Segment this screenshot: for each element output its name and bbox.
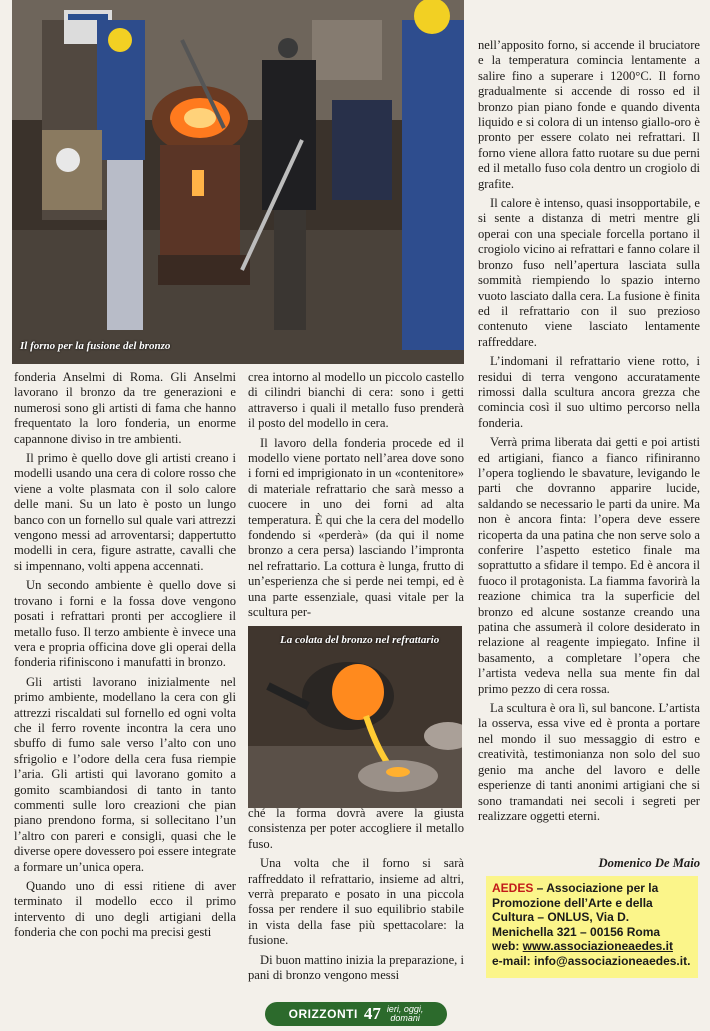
article-column-2-top [248,370,464,620]
top-photo-caption: Il forno per la fusione del bronzo [20,340,171,352]
article-column-2-bottom [248,806,464,986]
aedes-website-link[interactable]: www.associazioneaedes.it [522,939,673,954]
paragraph: Una volta che il forno si sarà raffreddato il refrattario, insieme ad altri, verrà preparato e posato in una piccola fossa per rendere il suo equilibrio stabile in vista della fase più spettacolare: la fusione. [248,856,464,948]
bottom-photo-caption: La colata del bronzo nel refrattario [280,634,440,646]
paragraph: Gli artisti lavorano inizialmente nel primo ambiente, modellano la cera con gli attrezzi riscaldati sul fornello ed ogni volta che il ferro rovente incontra la cera uno sbuffo di fumo sale verso l’alto con uno sfrigolio e l’odore della cera fusa riempie l’aria. Gli artisti qui lavorano gomito a gomito scambiandosi di tanto in tanto commenti sulle loro creazioni che pian piano prendono forma, si sollecitano l’un l’altro con pareri e consigli, quasi che le diverse opere dovessero poi essere integrate a formare un’unica opera. [14,674,236,874]
aedes-email-link[interactable]: info@associazioneaedes.it. [534,953,691,968]
magazine-tagline [387,1005,424,1023]
aedes-description: – Associazione per la Promozione dell’Arte e della Cultura – ONLUS, Via D. Menichella 321 – 00156 Roma [492,881,661,939]
web-label: web: [492,939,523,954]
paragraph: ché la forma dovrà avere la giusta consistenza per poter accogliere il metallo fuso. [248,806,464,851]
paragraph: Di buon mattino inizia la preparazione, i pani di bronzo vengono messi [248,952,464,983]
paragraph: L’indomani il refrattario viene rotto, i residui di terra vengono accuratamente rimossi dalla scultura ancora grezza che comincia così il suo ultimo percorso nella fonderia. [478,354,700,430]
paragraph: fonderia Anselmi di Roma. Gli Anselmi lavorano il bronzo da tre generazioni e numerosi sono gli artisti di fama che hanno frequentato la loro fonderia, un enorme capannone diviso in tre ambienti. [14,370,236,446]
paragraph: Un secondo ambiente è quello dove si trovano i forni e la fossa dove vengono posati i refrattari pronti per accogliere il metallo fuso. Il terzo ambiente è invece una vera e propria officina dove gli operai della fonderia rifiniscono i manufatti in bronzo. [14,578,236,670]
paragraph: Il calore è intenso, quasi insopportabile, e si sente a distanza di metri mentre gli operai con una speciale forcella portano il crogiolo vicino ai refrattari e fanno colare il bronzo fuso nell’apertura lasciata sulla sommità riempiendo lo spazio interno vuoto lasciato dalla cera. La fusione è finita ed il refrattario con il suo prezioso contenuto viene lasciato lentamente raffreddare. [478,196,700,349]
magazine-name: ORIZZONTI [288,1007,358,1021]
paragraph: La scultura è ora lì, sul bancone. L’artista la osserva, essa vive ed è pronta a portare nel mondo il suo messaggio di estro e creatività, testimonianza non solo del suo genio ma anche del lavoro e delle esperienze di tanti anonimi artigiani che si sono tramandati nei secoli i segreti per realizzare oggetti eterni. [478,701,700,823]
pouring-illustration [248,626,462,808]
tagline-line-1: ieri, oggi, [386,1004,424,1014]
paragraph: Quando uno di essi ritiene di aver terminato il modello ecco il primo intervento di uno degli artigiani della fonderia che con pochi ma precisi gesti [14,879,236,940]
bronze-pouring-photo [248,626,462,808]
article-column-3 [478,38,700,878]
tagline-line-2: domani [390,1013,420,1023]
article-author: Domenico De Maio [598,856,700,870]
furnace-illustration [12,0,464,364]
email-label: e-mail: [492,953,535,968]
paragraph: crea intorno al modello un piccolo castello di cilindri bianchi di cera: sono i getti attraverso i quali il metallo fuso prenderà il posto del modello in cera. [248,370,464,431]
article-column-1 [14,370,236,980]
foundry-furnace-photo [12,0,464,364]
aedes-info-box [486,876,698,978]
paragraph: nell’apposito forno, si accende il bruciatore e la temperatura comincia lentamente a salire fino a superare i 1200°C. Il forno gradualmente si accende di rosso ed il bronzo pian piano fonde e quando diventa liquido e si colora di un intenso giallo-oro è pronto per essere colato nei refrattari. Il forno viene allora fatto ruotare su due perni ed il metallo fuso cola dentro un crogiolo di grafite. [478,38,700,191]
paragraph: Il lavoro della fonderia procede ed il modello viene portato nell’area dove sono i forni ed imprigionato in un «contenitore» di materiale refrattario che sarà messo a cuocere in uno dei forni ad alta temperatura. È qui che la cera del modello fondendo si «perderà» (da qui il nome bronzo a cera persa) lasciando l’impronta nel refrattario. La cottura è lunga, frutto di un’esperienza che si perde nei tempi, ed è una parte essenziale, quasi vitale per la scultura per- [248,435,464,620]
paragraph: Verrà prima liberata dai getti e poi artisti ed artigiani, fianco a fianco rifiniranno l’opera togliendo le sbavature, levigando le parti che dovranno apparire lucide, saldando se necessario le parti da unire. Ma non è ancora finta: l’opera deve essere ricoperta da una patina che non serve solo a conferire l’aspetto estetico finale ma soprattutto a sfidare il tempo. Ed è ancora il fuoco il protagonista. La fiamma favorirà la reazione chimica tra la superficie del bronzo ed alcune sostanze creando una patina che assumerà il colore desiderato in relazione al reagente impiegato. Infine il basamento, a completare l’opera che l’artista vedeva nella sua mente fin dal primo pezzo di cera rossa. [478,435,700,696]
page-footer-badge [265,1002,447,1026]
aedes-name: AEDES [492,881,534,895]
page-number: 47 [363,1004,381,1023]
paragraph: Il primo è quello dove gli artisti creano i modelli usando una cera di colore rosso che viene a volte plasmata con il solo calore delle mani. Su un lato è posto un lungo banco con un fornello sul quale vari attrezzi vengono messi ad arroventarsi; dappertutto modelli in cera, figure astratte, cavalli che si impennano, volti appena accennati. [14,451,236,573]
